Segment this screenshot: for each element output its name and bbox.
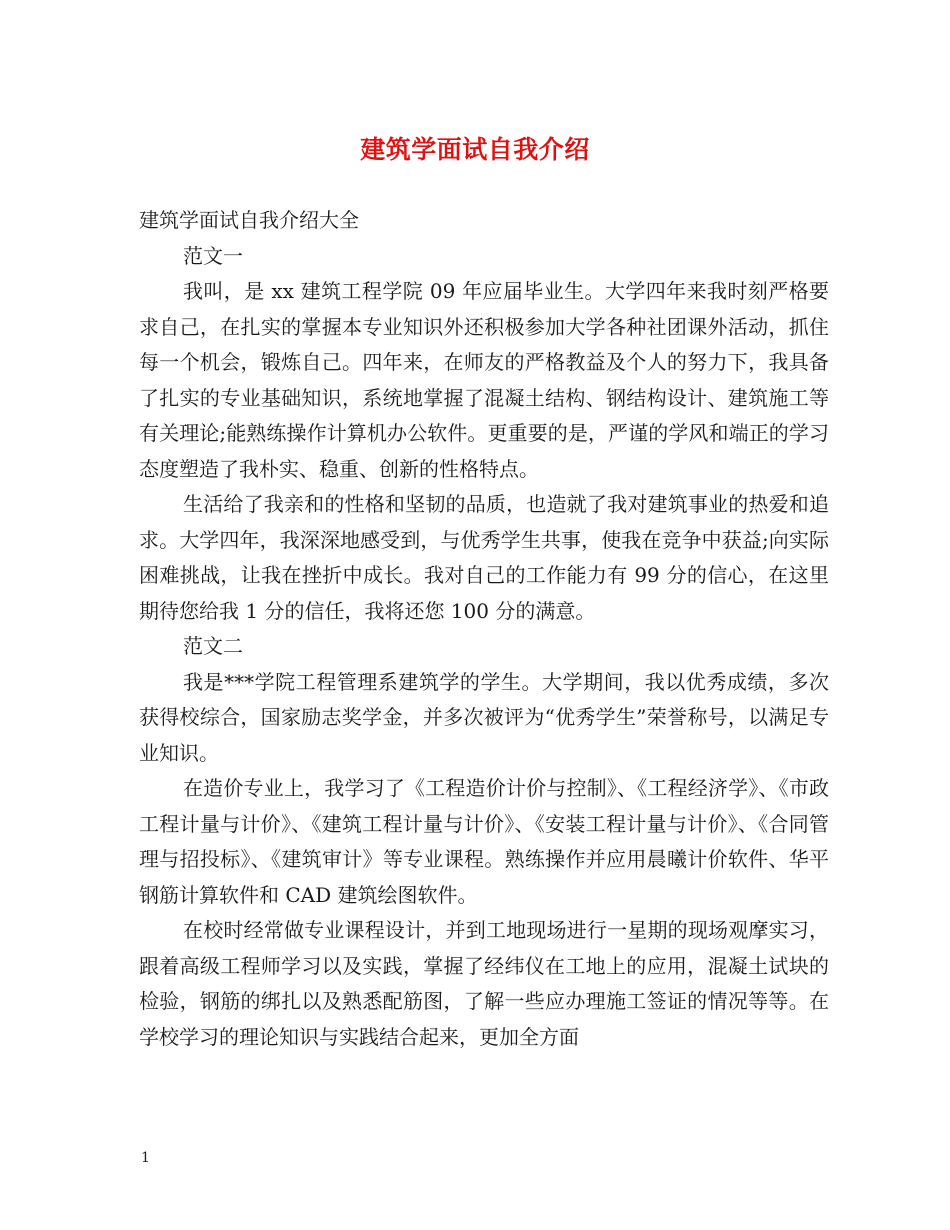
paragraph: 生活给了我亲和的性格和坚韧的品质，也造就了我对建筑事业的热爱和追求。大学四年，我深深地感受到，与优秀学生共事，使我在竞争中获益;向实际困难挑战，让我在挫折中成长。我对自己的工作能力有 99 分的信心，在这里期待您给我 1 分的信任，我将还您 100 分的满意。	[139, 492, 829, 623]
paragraph: 我叫，是 xx 建筑工程学院 09 年应届毕业生。大学四年来我时刻严格要求自己，在扎实的掌握本专业知识外还积极参加大学各种社团课外活动，抓住每一个机会，锻炼自己。四年来，在师友的严格教益及个人的努力下，我具备了扎实的专业基础知识，系统地掌握了混凝土结构、钢结构设计、建筑施工等有关理论;能熟练操作计算机办公软件。更重要的是，严谨的学风和端正的学习态度塑造了我朴实、稳重、创新的性格特点。	[139, 279, 829, 481]
paragraph: 我是***学院工程管理系建筑学的学生。大学期间，我以优秀成绩，多次获得校综合，国家励志奖学金，并多次被评为“优秀学生”荣誉称号，以满足专业知识。	[139, 669, 829, 765]
document-subtitle: 建筑学面试自我介绍大全	[139, 208, 359, 232]
paragraph: 在校时经常做专业课程设计，并到工地现场进行一星期的现场观摩实习，跟着高级工程师学习以及实践，掌握了经纬仪在工地上的应用，混凝土试块的检验，钢筋的绑扎以及熟悉配筋图，了解一些应办理施工签证的情况等等。在学校学习的理论知识与实践结合起来，更加全方面	[139, 918, 829, 1049]
paragraph: 在造价专业上，我学习了《工程造价计价与控制》、《工程经济学》、《市政工程计量与计价》、《建筑工程计量与计价》、《安装工程计量与计价》、《合同管理与招投标》、《建筑审计》等专业课程。熟练操作并应用晨曦计价软件、华平钢筋计算软件和 CAD 建筑绘图软件。	[139, 776, 829, 907]
document-title: 建筑学面试自我介绍	[360, 135, 590, 164]
document-body	[139, 203, 829, 1055]
sample-one-heading: 范文一	[183, 243, 243, 268]
page-number: 1	[141, 1150, 150, 1166]
sample-two-heading: 范文二	[183, 634, 243, 658]
